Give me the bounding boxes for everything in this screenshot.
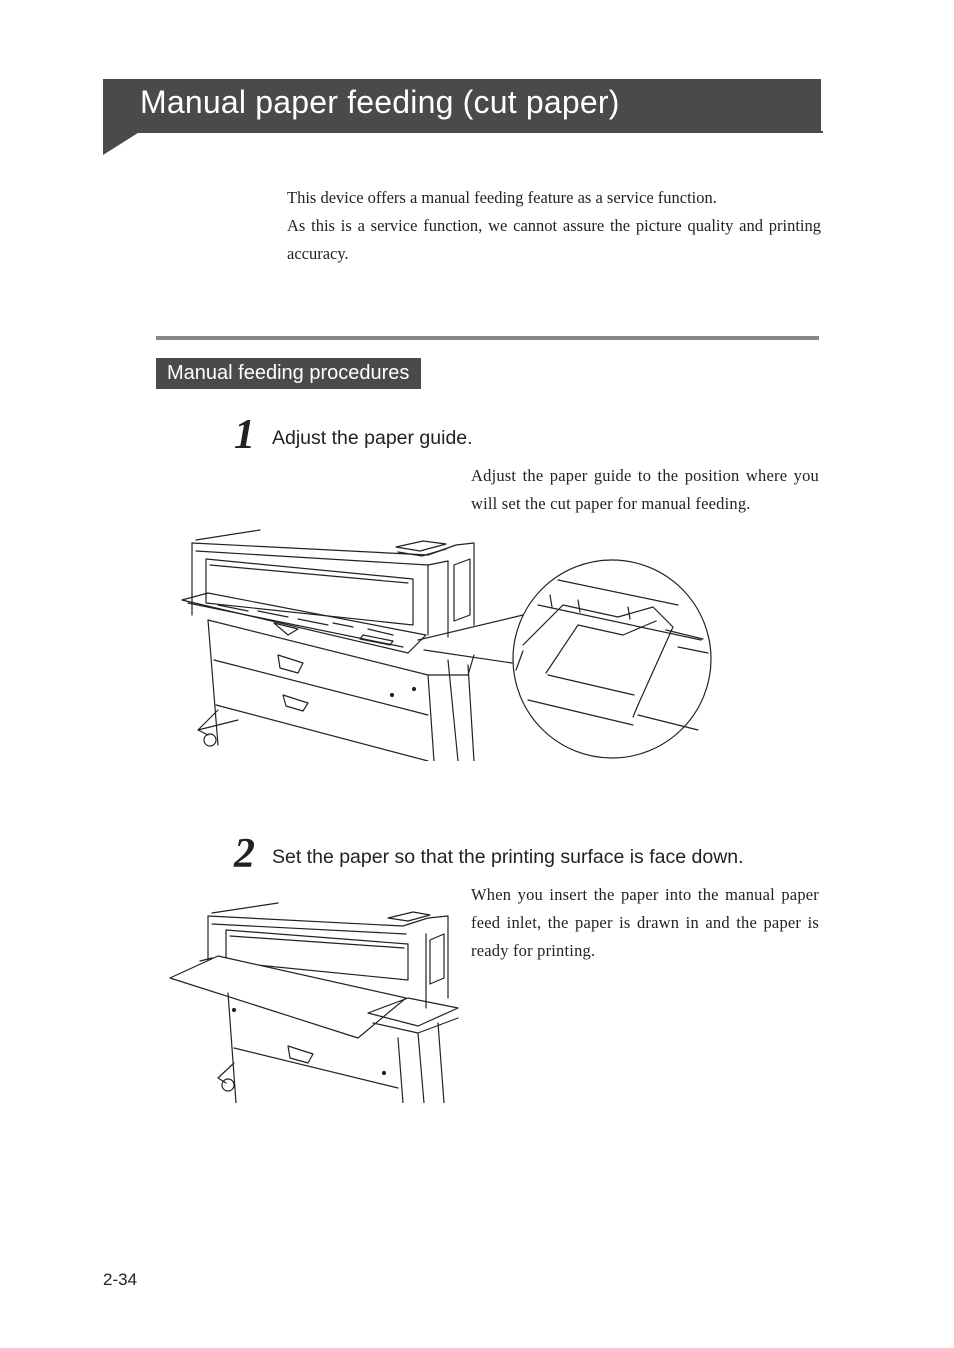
step-2-title: Set the paper so that the printing surface is face down. (272, 846, 744, 868)
step-2-description: When you insert the paper into the manual paper feed inlet, the paper is drawn in and the paper is ready for printing. (471, 885, 819, 960)
intro-line-1: This device offers a manual feeding feature as a service function. (287, 188, 717, 207)
step-1-number: 1 (234, 412, 255, 458)
step-1-description: Adjust the paper guide to the position where you will set the cut paper for manual feeding. (471, 466, 819, 513)
section-heading: Manual feeding procedures (156, 358, 421, 389)
page-number: 2-34 (103, 1270, 138, 1289)
intro-line-2: As this is a service function, we cannot assure the picture quality and printing accuracy. (287, 216, 821, 263)
step-2-number: 2 (234, 831, 255, 877)
page-title: Manual paper feeding (cut paper) (140, 84, 620, 120)
step-1-title: Adjust the paper guide. (272, 427, 473, 449)
section-rule (156, 336, 819, 340)
title-rule (103, 131, 823, 133)
intro-text (287, 184, 821, 268)
title-tab-decoration (103, 131, 141, 155)
printer-paper-insert-illustration (168, 898, 460, 1103)
printer-paper-guide-illustration (178, 525, 714, 761)
